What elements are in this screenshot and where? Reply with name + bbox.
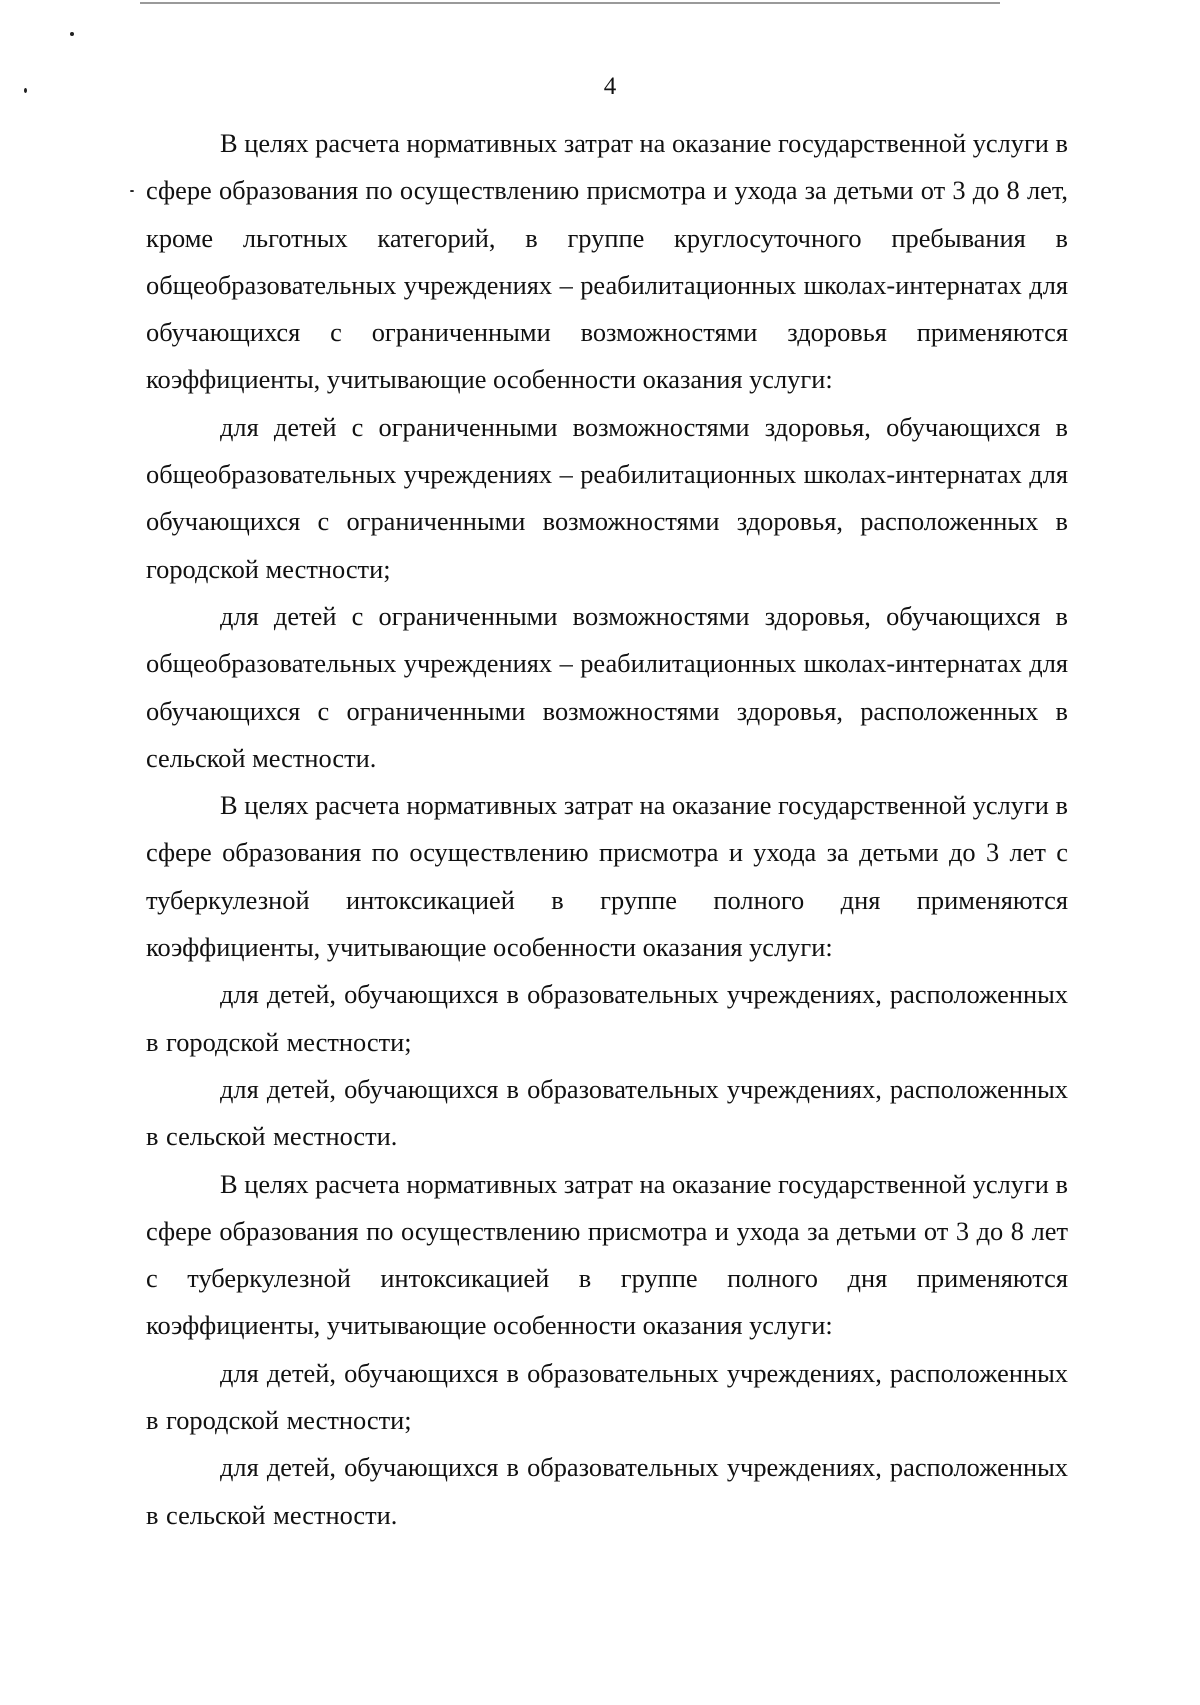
document-body [146, 120, 1068, 1539]
scan-top-edge-line [140, 2, 1000, 4]
paragraph-intro-under-3-tuberculosis: В целях расчета нормативных затрат на оказание государственной услуги в сфере образования по осуществлению присмотра и ухода за детьми до 3 лет с туберкулезной интоксикацией в группе полного дня применяются коэффициенты, учитывающие особенности оказания услуги: [146, 790, 1068, 963]
paragraph-rural-3-to-8: для детей, обучающихся в образовательных учреждениях, расположенных в сельской местности. [146, 1452, 1068, 1530]
paragraph-intro-round-the-clock: В целях расчета нормативных затрат на оказание государственной услуги в сфере образования по осуществлению присмотра и ухода за детьми от 3 до 8 лет, кроме льготных категорий, в группе круглосуточного пребывания в общеобразовательных учреждениях – реабилитационных школах-интернатах для обучающихся с ограниченными возможностями здоровья применяются коэффициенты, учитывающие особенности оказания услуги: [146, 128, 1068, 395]
page-number: 4 [603, 73, 617, 100]
scan-speck [70, 32, 74, 36]
scan-speck [130, 190, 134, 192]
paragraph-intro-3-to-8-tuberculosis: В целях расчета нормативных затрат на оказание государственной услуги в сфере образования по осуществлению присмотра и ухода за детьми от 3 до 8 лет с туберкулезной интоксикацией в группе полного дня применяются коэффициенты, учитывающие особенности оказания услуги: [146, 1168, 1068, 1341]
paragraph-urban-under-3: для детей, обучающихся в образовательных учреждениях, расположенных в городской местности; [146, 979, 1068, 1057]
paragraph-rural-under-3: для детей, обучающихся в образовательных учреждениях, расположенных в сельской местности. [146, 1073, 1068, 1152]
paragraph-urban-disabilities: для детей с ограниченными возможностями здоровья, обучающихся в общеобразовательных учреждениях – реабилитационных школах-интернатах для обучающихся с ограниченными возможностями здоровья, расположенных в городской местности; [146, 411, 1068, 584]
paragraph-rural-disabilities: для детей с ограниченными возможностями здоровья, обучающихся в общеобразовательных учреждениях – реабилитационных школах-интернатах для обучающихся с ограниченными возможностями здоровья, расположенных в сельской местности. [146, 600, 1068, 773]
paragraph-urban-3-to-8: для детей, обучающихся в образовательных учреждениях, расположенных в городской местности; [146, 1357, 1068, 1436]
